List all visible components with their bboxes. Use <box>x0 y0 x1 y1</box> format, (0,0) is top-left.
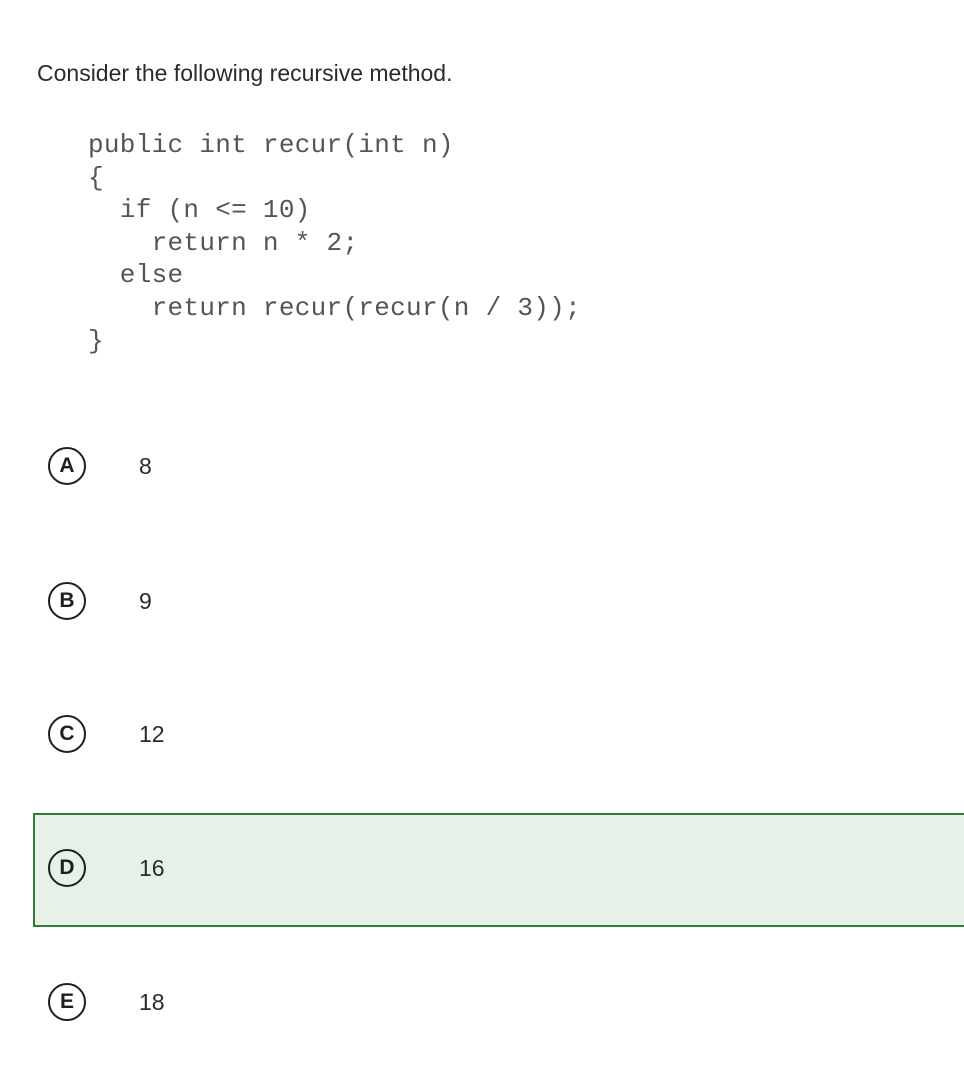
choice-text-c: 12 <box>139 721 165 747</box>
choice-letter-b: B <box>48 582 86 620</box>
choice-letter-c: C <box>48 715 86 753</box>
code-block <box>88 129 581 357</box>
code-line: return n * 2; <box>88 227 359 258</box>
code-line: else <box>88 260 184 291</box>
choice-letter-d: D <box>48 849 86 887</box>
answer-choice-b[interactable] <box>33 546 964 660</box>
choice-text-d: 16 <box>139 855 165 881</box>
choice-text-b: 9 <box>139 588 152 614</box>
answer-choice-a[interactable] <box>33 411 964 525</box>
code-line: } <box>88 325 104 356</box>
code-line: return recur(recur(n / 3)); <box>88 292 581 323</box>
answer-choice-c[interactable] <box>33 679 964 793</box>
code-line: public int recur(int n) <box>88 130 454 160</box>
answer-choice-d[interactable] <box>33 813 964 927</box>
choice-text-a: 8 <box>139 453 152 479</box>
choice-letter-e: E <box>48 983 86 1021</box>
question-prompt: Consider the following recursive method. <box>37 60 453 86</box>
code-line: if (n <= 10) <box>88 195 311 226</box>
choice-text-e: 18 <box>139 989 165 1015</box>
choice-letter-a: A <box>48 447 86 485</box>
code-line: { <box>88 162 104 193</box>
answer-choice-e[interactable] <box>33 947 964 1061</box>
